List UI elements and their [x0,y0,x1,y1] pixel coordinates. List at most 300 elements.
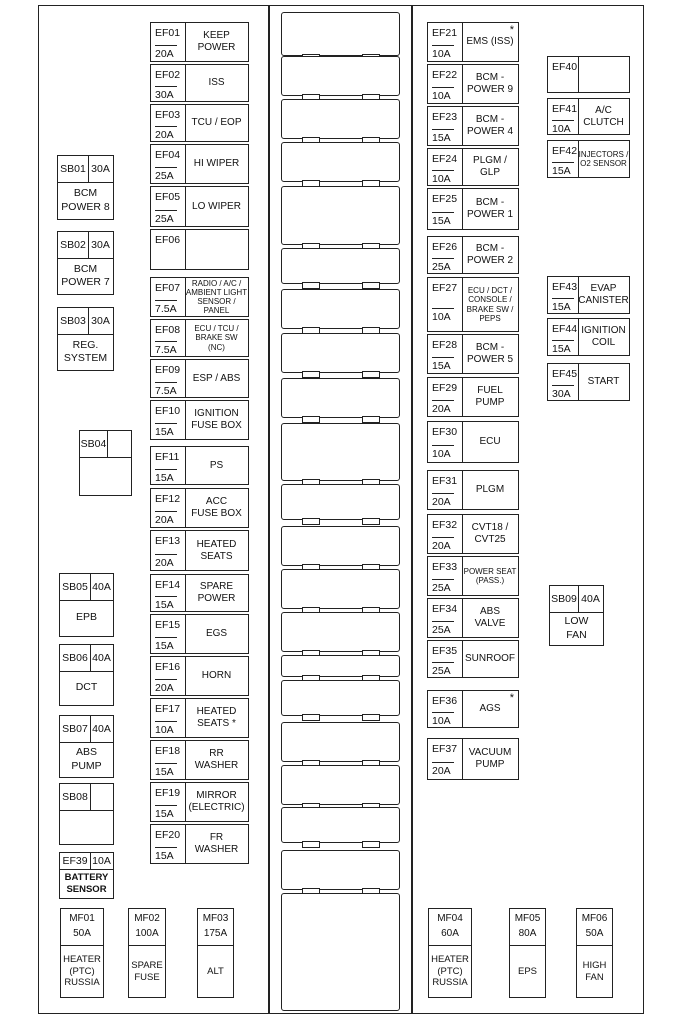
fuse-rating [155,126,177,141]
fuse-id: EF43 [552,281,578,293]
fuse-rating-value: 20A [432,765,451,777]
fuse-id: EF06 [155,234,181,246]
fuse-label: PLGM / GLP [473,155,507,178]
fuse-ef30 [427,421,519,463]
fuse-rating [432,662,454,677]
rating-divider [155,167,177,168]
fuse-ef16 [150,656,249,696]
fuse-rating-value: 20A [155,129,174,141]
fuse-label: ALT [198,945,233,997]
rating-divider [155,847,177,848]
fuse-rating: 60A [441,928,459,939]
fuse-label: CVT18 / CVT25 [471,522,509,545]
fuse-label: EPB [75,611,97,624]
relay-tab [302,841,320,848]
relay-slot [281,248,400,284]
star-marker: * [509,692,514,704]
fuse-id: EF24 [432,153,458,165]
fuse-mf03 [197,908,234,998]
fuse-rating [155,637,177,652]
fuse-ef43 [547,276,630,314]
fuse-id: EF09 [155,364,181,376]
fuse-label: BCM - POWER 4 [466,114,514,137]
relay-slot [281,526,400,566]
fuse-rating [155,805,177,820]
relay-tab [362,282,380,289]
fuse-label: BCM POWER 7 [61,262,110,288]
fuse-label: REG. SYSTEM [63,338,108,364]
fuse-id: SB06 [60,645,91,672]
fuse-rating [155,167,177,182]
fuse-ef40 [547,56,630,93]
fuse-id: EF34 [432,603,458,615]
fuse-mf02 [128,908,166,998]
fuse-label: ECU [479,436,501,447]
fuse-ef35 [427,640,519,678]
fuse-sb05 [59,573,114,637]
fuse-id: EF03 [155,109,181,121]
fuse-rating: 30A [88,308,113,335]
fuse-rating: 100A [135,928,159,939]
fuse-ef45 [547,363,630,401]
fuse-label: ACC FUSE BOX [191,496,242,519]
rating-divider [155,45,177,46]
fuse-id: EF27 [432,282,458,294]
fuse-rating-value: 15A [155,471,174,484]
fuse-id: EF02 [155,69,181,81]
fuse-rating-value: 10A [432,173,451,185]
fuse-rating-value: 25A [432,261,451,273]
relay-tab [362,371,380,378]
fuse-ef20 [150,824,249,864]
rating-divider [552,162,574,163]
fuse-ef15 [150,614,249,654]
relay-slot [281,569,400,609]
fuse-sb04 [79,430,132,496]
rating-divider [432,170,454,171]
rating-divider [432,258,454,259]
fuse-rating-value: 10A [432,310,451,323]
fuse-rating [432,170,454,185]
fuse-label: KEEP POWER [197,30,236,53]
fuse-ef14 [150,574,249,612]
fuse-rating [432,493,454,508]
fuse-rating-value: 10A [552,122,571,135]
rating-divider [552,385,574,386]
rating-divider [432,308,454,309]
fuse-label: DCT [75,681,98,694]
fuse-rating [155,300,177,315]
relay-slot [281,807,400,843]
fuse-rating: 80A [518,928,537,939]
fuse-rating [155,210,177,225]
fuse-ef09 [150,359,249,398]
fuse-rating [155,86,177,101]
rating-divider [155,300,177,301]
fuse-id: EF22 [432,69,458,81]
fuse-id: EF30 [432,426,458,438]
fuse-rating-value: 7.5A [155,384,177,397]
fuse-label: HEATER (PTC) RUSSIA [61,945,103,997]
fuse-id: EF31 [432,475,458,487]
rating-divider [155,679,177,680]
fuse-rating-value: 15A [155,808,174,820]
fuse-label: ISS [208,77,225,88]
fuse-rating [155,679,177,694]
fuse-mf05 [509,908,546,998]
relay-tab [302,371,320,378]
fuse-rating [432,712,454,727]
rating-divider [155,721,177,722]
fuse-id: EF23 [432,111,458,123]
fuse-id: EF36 [432,695,458,707]
fuse-label: BATTERY SENSOR [64,871,109,895]
fuse-id: EF26 [432,241,458,253]
fuse-ef39 [59,852,114,899]
rating-divider [155,763,177,764]
rating-divider [552,298,574,299]
rating-divider [432,712,454,713]
fuse-label: SUNROOF [465,653,515,664]
fuse-rating [155,763,177,778]
fuse-rating-value: 10A [155,724,174,736]
fuse-label: EMS (ISS) [466,36,514,47]
fuse-label: MIRROR (ELECTRIC) [188,790,245,813]
fuse-ef11 [150,446,249,485]
fuse-id: EF44 [552,323,578,335]
fuse-ef07 [150,277,249,317]
fuse-ef26 [427,236,519,274]
relay-slot [281,612,400,652]
fuse-rating [155,847,177,862]
fuse-rating [155,382,177,397]
fuse-label: IGNITION FUSE BOX [191,408,242,431]
fuse-rating [432,87,454,102]
fuse-rating [432,579,454,594]
fuse-sb06 [59,644,114,706]
rating-divider [552,120,574,121]
fuse-label: PS [209,459,224,471]
relay-slot [281,680,400,716]
fuse-rating-value: 20A [432,496,451,508]
fuse-rating-value: 30A [552,388,571,400]
fuse-ef19 [150,782,249,822]
fuse-rating [155,423,177,438]
fuse-rating-value: 20A [155,556,174,569]
relay-slot [281,722,400,762]
rating-divider [155,341,177,342]
fuse-rating [155,341,177,356]
fuse-rating-value: 20A [155,514,174,526]
relay-tab [302,416,320,423]
fuse-id: EF05 [155,191,181,203]
rating-divider [432,762,454,763]
rating-divider [155,86,177,87]
fuse-id: EF28 [432,339,458,351]
fuse-ef33 [427,556,519,596]
fuse-rating [90,784,113,811]
fuse-label: A/C CLUTCH [583,104,624,128]
fuse-sb02 [57,231,114,295]
fuse-id: EF15 [155,619,181,631]
fuse-rating [432,621,454,636]
fuse-rating-value: 20A [155,682,174,694]
fuse-ef27 [427,277,519,332]
fuse-ef23 [427,106,519,146]
fuse-label: BCM POWER 8 [61,187,110,213]
fuse-ef06 [150,229,249,270]
fuse-id: EF25 [432,193,458,205]
fuse-label: HORN [201,670,232,681]
fuse-rating-value: 10A [432,48,451,60]
fuse-id: SB04 [80,431,108,458]
fuse-sb03 [57,307,114,371]
fuse-id: EF39 [60,853,91,870]
fuse-id: SB08 [60,784,91,811]
fuse-label: HEATED SEATS [196,538,237,562]
fuse-ef18 [150,740,249,780]
fuse-rating-value: 25A [432,582,451,594]
relay-tab [362,416,380,423]
fuse-rating-value: 15A [552,343,571,355]
fuse-rating [155,554,177,569]
fuse-rating-value: 20A [155,48,174,60]
fuse-label: SPARE FUSE [129,945,165,997]
fuse-rating: 50A [585,928,604,939]
fuse-label: HIGH FAN [577,945,612,997]
fuse-rating: 50A [73,928,91,939]
rating-divider [155,469,177,470]
fuse-label: LO WIPER [192,200,241,212]
fuse-label: ECU / DCT / CONSOLE / BRAKE SW / PEPS [466,286,514,323]
fuse-label: POWER SEAT (PASS.) [463,566,517,585]
fuse-label: HEATED SEATS * [196,706,237,729]
fuse-id: EF18 [155,745,181,757]
fuse-id: SB05 [60,574,91,601]
fuse-rating-value: 25A [155,170,174,182]
fuse-label: FUEL PUMP [475,385,505,408]
fuse-id: EF41 [552,103,578,115]
rating-divider [552,340,574,341]
fuse-id: SB02 [58,232,89,259]
fuse-id: MF01 [69,913,95,924]
fuse-label: BCM - POWER 9 [466,72,514,95]
fuse-rating-value: 7.5A [155,344,177,356]
fuse-rating: 40A [578,586,603,613]
fuse-mf06 [576,908,613,998]
rating-divider [155,511,177,512]
fuse-rating-value: 25A [432,624,451,636]
fuse-rating-value: 15A [432,360,451,372]
fuse-id: SB09 [550,586,579,613]
fuse-id: MF03 [202,913,229,924]
fuse-rating-value: 15A [155,766,174,778]
fuse-rating-value: 15A [552,165,571,177]
fuse-label: RR WASHER [194,748,239,771]
rating-divider [155,805,177,806]
fuse-rating: 40A [90,716,113,743]
fuse-ef42 [547,140,630,178]
relay-tab [362,841,380,848]
fuse-mf01 [60,908,104,998]
fuse-id: EF29 [432,382,458,394]
relay-slot [281,12,400,56]
fuse-label: IGNITION COIL [581,325,626,348]
rating-divider [155,637,177,638]
rating-divider [432,579,454,580]
rating-divider [432,662,454,663]
fuse-ef37 [427,738,519,780]
fuse-label: EGS [205,628,228,639]
fuse-rating [432,212,454,227]
fuse-ef32 [427,514,519,554]
fuse-id: MF04 [437,913,463,924]
fuse-id: EF21 [432,27,458,39]
fuse-label: HEATER (PTC) RUSSIA [429,945,471,997]
fuse-ef13 [150,530,249,571]
fuse-label [185,230,248,269]
fuse-rating-value: 25A [432,665,451,677]
fuse-rating [552,298,574,313]
star-marker: * [509,24,514,36]
fuse-id: EF12 [155,493,181,505]
fuse-label: FR WASHER [194,832,239,855]
fuse-id: EF37 [432,743,458,755]
fuse-ef28 [427,334,519,374]
fuse-rating [432,45,454,60]
fuse-rating-value: 15A [155,640,174,652]
fuse-label: EPS [510,945,545,997]
fuse-ef17 [150,698,249,738]
relay-slot [281,99,400,139]
rating-divider [155,126,177,127]
fuse-rating-value: 10A [432,715,451,727]
fuse-rating [155,469,177,484]
fuse-rating [107,431,131,458]
fuse-label: ABS PUMP [71,746,102,772]
fuse-rating [552,120,574,135]
fuse-label: RADIO / A/C / AMBIENT LIGHT SENSOR / PANEL [185,278,248,316]
fuse-label: LOW FAN [564,615,589,641]
fuse-id: EF01 [155,27,181,39]
fuse-id: EF32 [432,519,458,531]
fuse-id: MF06 [581,913,608,924]
relay-tab [302,518,320,525]
fuse-label [80,457,131,495]
relay-slot [281,142,400,182]
relay-slot [281,423,400,481]
fuse-rating [552,340,574,355]
relay-slot [281,850,400,890]
fuse-rating [432,445,454,460]
fuse-ef31 [427,470,519,510]
fuse-label: SPARE POWER [197,581,236,604]
fuse-id: EF04 [155,149,181,161]
rating-divider [432,87,454,88]
fuse-rating: 40A [90,645,113,672]
fuse-label: TCU / EOP [191,117,242,128]
fuse-id: EF45 [552,368,578,380]
fuse-id: EF10 [155,405,181,417]
relay-slot [281,378,400,418]
relay-slot [281,893,400,1011]
fuse-rating [155,596,177,611]
fuse-label: BCM - POWER 2 [466,243,514,266]
fuse-rating [432,129,454,144]
fuse-label [60,810,113,844]
relay-slot [281,484,400,520]
fuse-ef05 [150,186,249,227]
relay-tab [302,282,320,289]
fuse-rating-value: 20A [432,540,451,552]
rating-divider [432,357,454,358]
fuse-id: EF16 [155,661,181,673]
rating-divider [432,493,454,494]
fuse-ef03 [150,104,249,142]
fuse-rating [155,511,177,526]
fuse-label: ABS VALVE [474,606,506,629]
fuse-rating [155,721,177,736]
relay-tab [362,518,380,525]
relay-slot [281,56,400,96]
fuse-label: BCM - POWER 1 [466,197,514,220]
fuse-rating [432,357,454,372]
fuse-id: EF08 [155,324,181,336]
rating-divider [155,596,177,597]
rating-divider [432,400,454,401]
fuse-id: SB03 [58,308,89,335]
fuse-label: START [587,376,620,387]
fuse-label: HI WIPER [193,158,240,169]
fuse-rating-value: 15A [155,426,174,438]
rating-divider [432,445,454,446]
fuse-id: EF07 [155,282,181,294]
fuse-rating: 10A [90,853,113,870]
relay-slot [281,186,400,245]
fuse-ef12 [150,488,249,528]
fuse-id: SB07 [60,716,91,743]
fuse-label: BCM - POWER 5 [466,342,514,365]
relay-tab [362,714,380,721]
rating-divider [432,537,454,538]
fuse-ef10 [150,400,249,440]
rating-divider [155,554,177,555]
fuse-id: EF14 [155,579,181,591]
fuse-sb01 [57,155,114,220]
fuse-id: EF35 [432,645,458,657]
fuse-rating-value: 15A [155,599,174,611]
fuse-id: EF42 [552,145,578,157]
fuse-ef22 [427,64,519,104]
fuse-label: ECU / TCU / BRAKE SW (NC) [194,324,239,352]
fuse-label: PLGM [475,484,505,495]
fuse-ef08 [150,319,249,357]
relay-slot [281,655,400,677]
relay-slot [281,765,400,805]
fuse-id: MF02 [134,913,160,924]
fuse-ef01 [150,22,249,62]
fuse-rating [432,537,454,552]
fuse-label: AGS [479,703,501,714]
rating-divider [155,382,177,383]
fuse-rating-value: 25A [155,212,174,225]
fuse-rating-value: 15A [432,215,451,227]
fuse-rating-value: 15A [552,301,571,313]
fuse-rating: 30A [88,232,113,259]
fuse-id: MF05 [514,913,541,924]
fuse-label: VACUUM PUMP [468,747,512,770]
fuse-rating: 30A [88,156,113,183]
